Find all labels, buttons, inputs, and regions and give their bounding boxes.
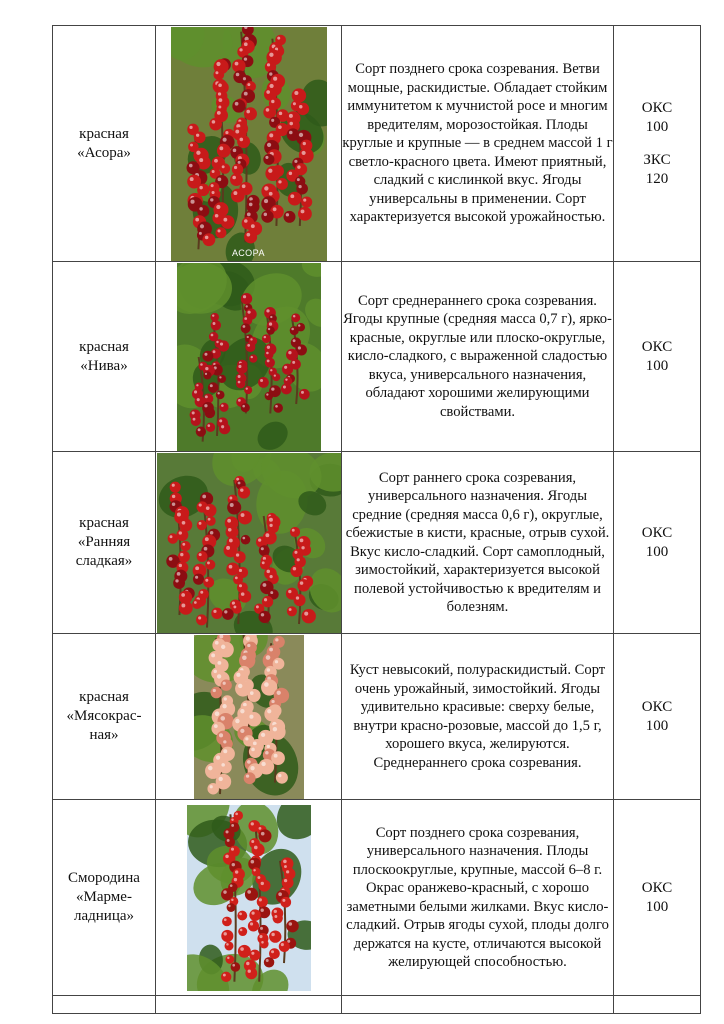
zone-cell (614, 800, 701, 996)
variety-name-line: ладница» (73, 908, 134, 924)
zone-number: 100 (645, 357, 669, 374)
table-row (53, 452, 701, 634)
table-row (53, 26, 701, 262)
zone-label: ОКС (641, 698, 673, 715)
zone-number: 100 (645, 543, 669, 560)
photo-cell (156, 800, 342, 996)
table-row (53, 262, 701, 452)
berry-cluster-image (171, 27, 327, 261)
variety-name (53, 262, 156, 452)
table-row (53, 634, 701, 800)
variety-name-line: «Марме- (76, 889, 132, 905)
variety-description: Куст невысокий, полураскидистый. Сорт очень урожайный, зимостойкий. Ягоды удивительно красивые: сверху белые, внутри красно-розовые, массой до 1,5 г, хорошего вкуса, желируются. Среднераннего срока созревания. (342, 634, 614, 800)
berry-cluster-image (187, 805, 311, 991)
variety-name-line: «Асора» (77, 144, 131, 161)
berry-cluster-image (157, 453, 341, 633)
zone-label: ОКС (641, 879, 673, 896)
variety-name-line: Смородина (68, 870, 140, 886)
variety-name-line: «Нива» (80, 357, 128, 374)
table-row (53, 800, 701, 996)
zone-number: 100 (645, 898, 669, 915)
variety-name (53, 634, 156, 800)
variety-name-line: сладкая» (75, 553, 133, 569)
variety-name (53, 26, 156, 262)
variety-description: Сорт позднего срока созревания. Ветви мощные, раскидистые. Обладает стойким иммунитетом к мучнистой росе и многим вредителям, морозостойкая. Плоды круглые и крупные — в среднем массой 1 г светло-красного цвета. Имеют приятный, сладкий с кислинкой вкус. Ягоды универсальны в применении. Сорт характеризуется высокой урожайностью. (342, 26, 614, 262)
zone-cell (614, 634, 701, 800)
zone-cell (614, 262, 701, 452)
variety-description: Сорт раннего срока созревания, универсального назначения. Ягоды средние (средняя масса 0,6 г), округлые, сбежистые в кисти, красные, отрыв сухой. Вкус кисло-сладкий. Сорт самоплодный, зимостойкий, характеризуется высокой полевой устойчивостью к вредителям и болезням. (342, 452, 614, 634)
photo-cell (156, 634, 342, 800)
variety-photo (171, 27, 327, 261)
variety-name-line: красная (79, 689, 129, 705)
zone-number: 100 (645, 717, 669, 734)
variety-photo (187, 805, 311, 991)
zone-label: ЗКС (643, 151, 671, 168)
zone-label: ОКС (641, 524, 673, 541)
zone-cell (614, 26, 701, 262)
zone-number: 120 (645, 170, 669, 187)
zone-number: 100 (645, 118, 669, 135)
variety-name-line: «Мясокрас- (66, 708, 142, 724)
variety-name (53, 452, 156, 634)
photo-caption: АСОРА (231, 247, 265, 258)
variety-name-line: красная (79, 338, 129, 355)
zone-cell (614, 452, 701, 634)
berry-cluster-image (194, 635, 304, 799)
variety-description: Сорт позднего срока созревания, универсального назначения. Плоды плоскоокруглые, крупные, массой 6–8 г. Окрас оранжево-красный, с хорошо заметными белыми жилками. Вкус кисло-сладкий. Отрыв ягоды сухой, плоды долго держатся на кусте, отличаются высокой желирующей способностью. (342, 800, 614, 996)
variety-photo (194, 635, 304, 799)
zone-label: ОКС (641, 338, 673, 355)
photo-cell (156, 262, 342, 452)
variety-photo (157, 453, 341, 633)
variety-name-line: красная (79, 515, 129, 531)
variety-photo (177, 263, 321, 451)
variety-name (53, 800, 156, 996)
variety-name-line: красная (79, 125, 129, 142)
table-row-empty (53, 996, 701, 1014)
photo-cell (156, 26, 342, 262)
variety-name-line: «Ранняя (77, 534, 131, 550)
photo-cell (156, 452, 342, 634)
varieties-table (52, 25, 701, 1014)
zone-label: ОКС (641, 99, 673, 116)
berry-cluster-image (177, 263, 321, 451)
variety-description: Сорт среднераннего срока созревания. Ягоды крупные (средняя масса 0,7 г), ярко-красные, округлые или плоско-округлые, кисло-сладкого, с выраженной сладостью вкуса, универсального назначения, обладают хорошими желирующими свойствами. (342, 262, 614, 452)
variety-name-line: ная» (89, 727, 119, 743)
